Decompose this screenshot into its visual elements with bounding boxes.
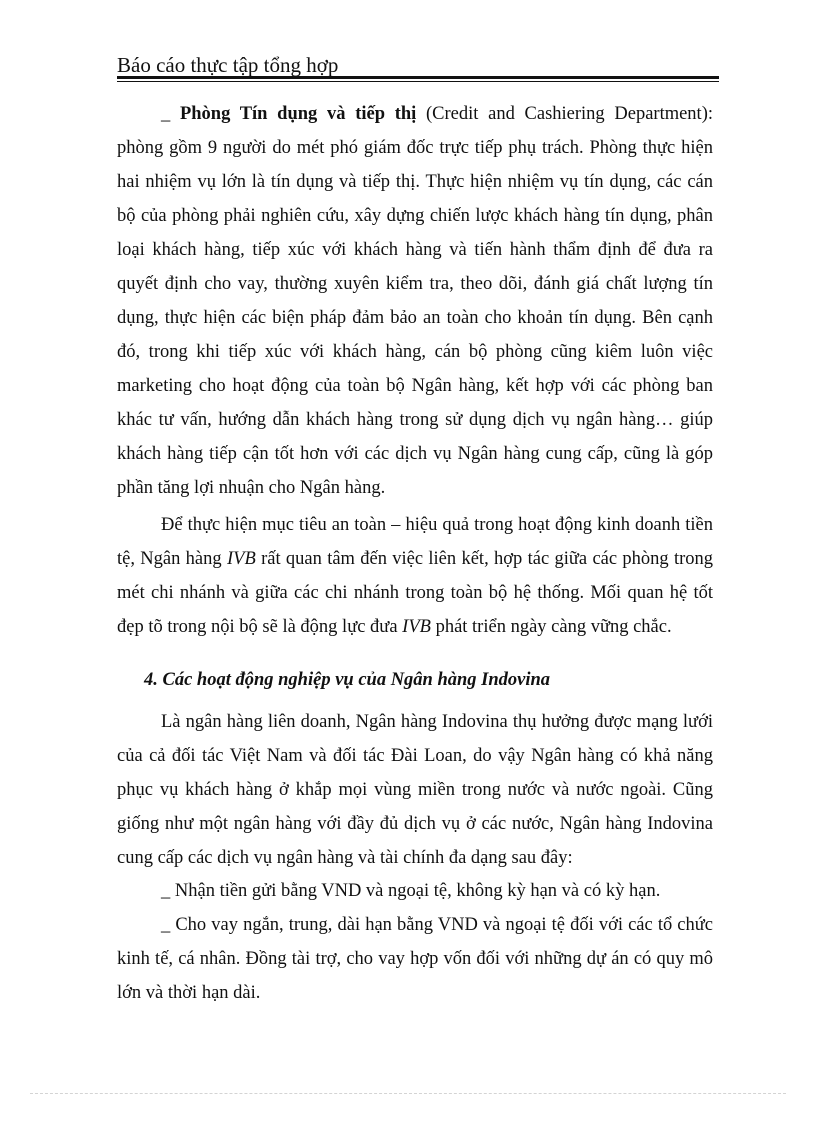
paragraph-text: (Credit and Cashiering Department): phòng gồm 9 người do mét phó giám đốc trực tiếp phụ trách. Phòng thực hiện hai nhiệm vụ lớn là tín dụng và tiếp thị. Thực hiện nhiệm vụ tín dụng, các cán bộ của phòng phải nghiên cứu, xây dựng chiến lược khách hàng tín dụng, phân loại khách hàng, tiếp xúc với khách hàng và tiến hành thẩm định để đưa ra quyết định cho vay, thường xuyên kiểm tra, theo dõi, đánh giá chất lượng tín dụng, thực hiện các biện pháp đảm bảo an toàn cho khoản tín dụng. Bên cạnh đó, trong khi tiếp xúc với khách hàng, cán bộ phòng cũng kiêm luôn việc marketing cho hoạt động của toàn bộ Ngân hàng, kết hợp với các phòng ban khác tư vấn, hướng dẫn khách hàng trong sử dụng dịch vụ ngân hàng… giúp khách hàng tiếp cận tốt hơn với các dịch vụ Ngân hàng cung cấp, cũng là góp phần tăng lợi nhuận cho Ngân hàng.	[117, 104, 713, 498]
paragraph-services-intro: Là ngân hàng liên doanh, Ngân hàng Indovina thụ hưởng được mạng lưới của cả đối tác Việt Nam và đối tác Đài Loan, do vậy Ngân hàng có khả năng phục vụ khách hàng ở khắp mọi vùng miền trong nước và nước ngoài. Cũng giống như một ngân hàng với đầy đủ dịch vụ ở các nước, Ngân hàng Indovina cung cấp các dịch vụ ngân hàng và tài chính đa dạng sau đây:	[117, 712, 713, 868]
list-item	[117, 908, 713, 1010]
paragraph-credit-department	[117, 97, 713, 505]
bullet-mark: _	[161, 104, 171, 124]
list-item-text: Cho vay ngắn, trung, dài hạn bằng VND và ngoại tệ đối với các tổ chức kinh tế, cá nhân. Đồng tài trợ, cho vay hợp vốn đối với những dự án có quy mô lớn và thời hạn dài.	[117, 915, 714, 1003]
paragraph-text: Để thực hiện mục tiêu an toàn – hiệu quả trong hoạt động kinh doanh tiền tệ, Ngân hàng	[117, 515, 713, 569]
bullet-mark: _	[161, 881, 171, 901]
section-heading: 4. Các hoạt động nghiệp vụ của Ngân hàng Indovina	[144, 670, 551, 690]
paragraph-cooperation	[117, 508, 713, 644]
abbreviation-ivb: IVB	[402, 617, 431, 637]
paragraph-text: phát triển ngày càng vững chắc.	[435, 617, 672, 637]
page-header-title: Báo cáo thực tập tổng hợp	[117, 53, 339, 77]
paragraph-text: rất quan tâm đến việc liên kết, hợp tác giữa các phòng trong mét chi nhánh và giữa các chi nhánh trong toàn bộ hệ thống. Mối quan hệ tốt đẹp tõ trong nội bộ sẽ là động lực đưa	[117, 549, 714, 637]
header-rule-thin	[117, 81, 719, 82]
bullet-mark: _	[161, 915, 171, 935]
term-credit-department: Phòng Tín dụng và tiếp thị	[179, 104, 417, 124]
header-rule-thick	[117, 76, 719, 79]
abbreviation-ivb: IVB	[226, 549, 256, 569]
list-item-text: Nhận tiền gửi bằng VND và ngoại tệ, không kỳ hạn và có kỳ hạn.	[174, 881, 661, 901]
page-bottom-divider	[30, 1093, 786, 1094]
list-item	[117, 874, 713, 908]
